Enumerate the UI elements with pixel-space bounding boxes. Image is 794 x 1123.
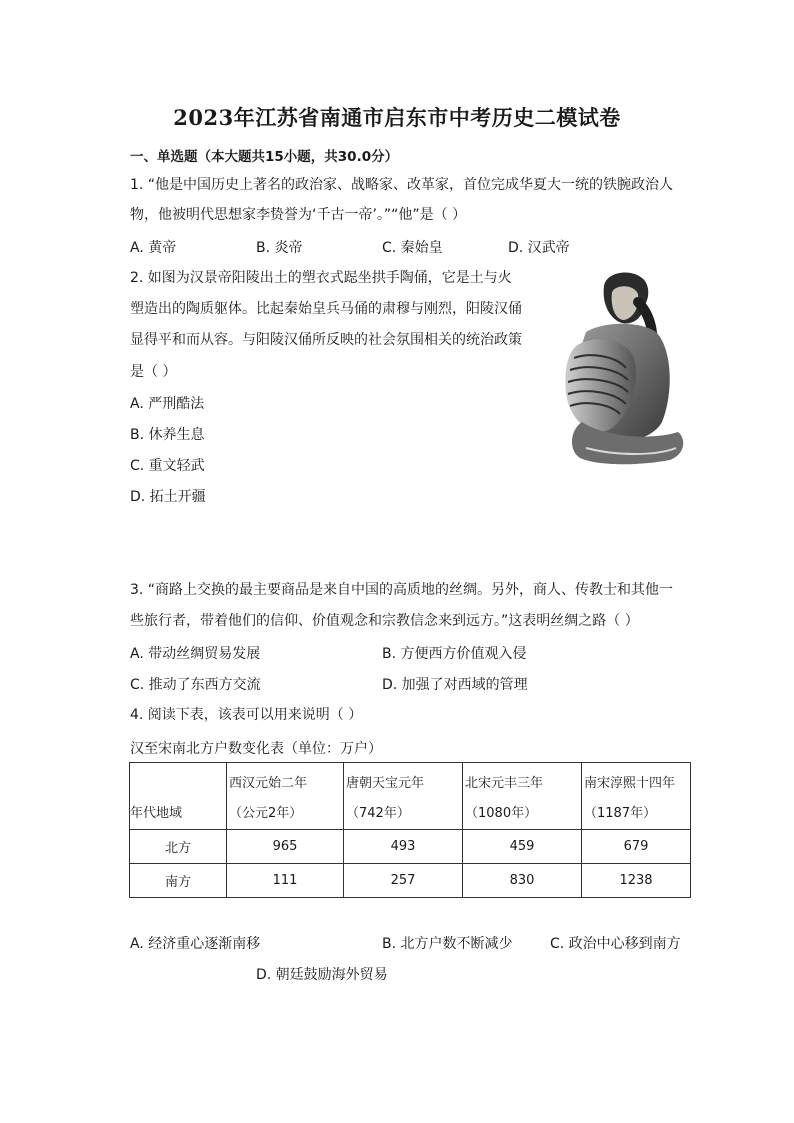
exam-title: 2023年江苏省南通市启东市中考历史二模试卷 <box>173 105 621 130</box>
q3-option-c: C. 推动了东西方交流 <box>130 677 261 693</box>
column-sub: （公元2年） <box>229 806 303 821</box>
table-cell: 830 <box>463 864 582 898</box>
question-2-line-2: 塑造出的陶质躯体。比起秦始皇兵马俑的肃穆与刚烈，阳陵汉俑 <box>130 301 522 317</box>
question-1-line-1: 1. “他是中国历史上著名的政治家、战略家、改革家，首位完成华夏大一统的铁腕政治人 <box>130 177 674 193</box>
table-header-row <box>130 763 691 830</box>
q4-option-d: D. 朝廷鼓励海外贸易 <box>256 967 388 983</box>
table-corner-cell <box>130 763 227 830</box>
question-3-line-1: 3. “商路上交换的最主要商品是来自中国的高质地的丝绸。另外，商人、传教士和其他一 <box>130 582 674 598</box>
household-table <box>129 762 691 898</box>
q2-option-d: D. 拓土开疆 <box>130 489 206 505</box>
table-caption: 汉至宋南北方户数变化表（单位：万户） <box>130 741 382 757</box>
table-cell: 1238 <box>582 864 691 898</box>
table-cell: 679 <box>582 830 691 864</box>
table-cell: 257 <box>344 864 463 898</box>
q4-option-a: A. 经济重心逐渐南移 <box>130 936 261 952</box>
table-header-cell <box>463 763 582 830</box>
q2-option-a: A. 严刑酷法 <box>130 396 205 412</box>
table-row <box>130 830 691 864</box>
q4-option-b: B. 北方户数不断减少 <box>382 936 513 952</box>
corner-label: 年代地域 <box>130 806 183 821</box>
q3-option-a: A. 带动丝绸贸易发展 <box>130 646 261 662</box>
question-3-line-2: 些旅行者，带着他们的信仰、价值观念和宗教信念来到远方。”这表明丝绸之路（ ） <box>130 613 639 629</box>
pottery-figurine-drawing <box>546 262 696 468</box>
table-row <box>130 864 691 898</box>
table-header-cell <box>582 763 691 830</box>
q2-option-c: C. 重文轻武 <box>130 458 205 474</box>
q3-option-d: D. 加强了对西域的管理 <box>382 677 528 693</box>
column-sub: （742年） <box>346 806 410 821</box>
column-name: 唐朝天宝元年 <box>346 776 425 791</box>
section-heading: 一、单选题（本大题共15小题，共30.0分） <box>130 149 399 165</box>
column-sub: （1187年） <box>584 806 657 821</box>
table-header-cell <box>344 763 463 830</box>
question-2-line-3: 显得平和而从容。与阳陵汉俑所反映的社会氛围相关的统治政策 <box>130 332 522 348</box>
q1-option-b: B. 炎帝 <box>256 240 303 256</box>
q2-option-b: B. 休养生息 <box>130 427 205 443</box>
q3-option-b: B. 方便西方价值观入侵 <box>382 646 527 662</box>
column-sub: （1080年） <box>465 806 538 821</box>
row-label: 北方 <box>130 830 227 864</box>
question-1-line-2: 物，他被明代思想家李贽誉为‘千古一帝’。”“他”是（ ） <box>130 207 467 223</box>
column-name: 北宋元丰三年 <box>465 776 544 791</box>
q1-option-c: C. 秦始皇 <box>382 240 443 256</box>
question-4-line-1: 4. 阅读下表，该表可以用来说明（ ） <box>130 707 363 723</box>
column-name: 西汉元始二年 <box>229 776 308 791</box>
pottery-figurine-image <box>546 262 696 468</box>
q1-option-a: A. 黄帝 <box>130 240 177 256</box>
column-name: 南宋淳熙十四年 <box>584 776 676 791</box>
row-label: 南方 <box>130 864 227 898</box>
question-2-line-4: 是（ ） <box>130 364 177 380</box>
table-cell: 459 <box>463 830 582 864</box>
table-cell: 493 <box>344 830 463 864</box>
table-cell: 965 <box>227 830 344 864</box>
table-header-cell <box>227 763 344 830</box>
question-2-line-1: 2. 如图为汉景帝阳陵出土的塑衣式跽坐拱手陶俑，它是土与火 <box>130 270 512 286</box>
table-cell: 111 <box>227 864 344 898</box>
q1-option-d: D. 汉武帝 <box>508 240 570 256</box>
q4-option-c: C. 政治中心移到南方 <box>550 936 681 952</box>
